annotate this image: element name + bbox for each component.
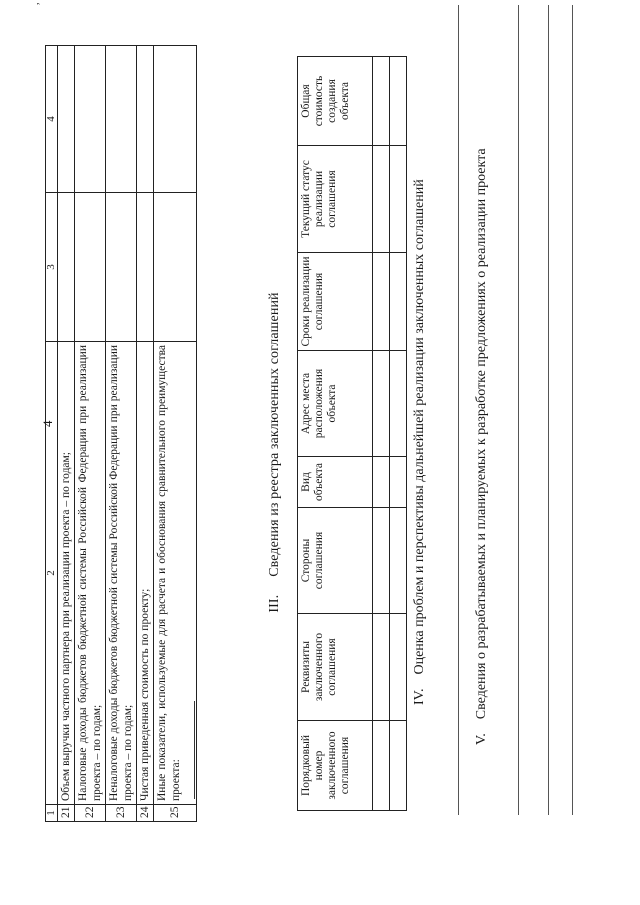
empty-cell [390, 508, 407, 614]
agreements-registry-table [297, 56, 407, 811]
row-text-cell [154, 342, 197, 805]
table-row [75, 46, 106, 822]
empty-cell [390, 721, 407, 811]
fill-line [548, 5, 549, 815]
empty-cell [373, 57, 390, 146]
empty-cell [154, 46, 197, 193]
row-number: 25 [154, 805, 197, 822]
empty-cell [373, 721, 390, 811]
empty-cell [373, 457, 390, 508]
row-text: Чистая приведенная стоимость по проекту; [137, 342, 154, 805]
empty-cell [390, 57, 407, 146]
empty-cell [58, 193, 75, 342]
empty-cell [373, 351, 390, 457]
col-header: 2 [46, 342, 58, 805]
empty-cell [373, 508, 390, 614]
row-number: 23 [106, 805, 137, 822]
section-3-title: Сведения из реестра заключенных соглашений [267, 292, 282, 577]
empty-cell [373, 253, 390, 351]
indicators-header-row [46, 46, 58, 822]
row-text: Иные показатели, используемые для расчета и обоснования сравнительного преимущества проекта: [156, 345, 182, 801]
table-row [106, 46, 137, 822]
col-header: 4 [46, 46, 58, 193]
row-number: 22 [75, 805, 106, 822]
empty-cell [390, 614, 407, 721]
empty-cell [390, 351, 407, 457]
section-4-heading [412, 179, 428, 705]
col-header: Вид объекта [298, 457, 373, 508]
section-3-heading [267, 0, 283, 905]
col-header: Стороны соглашения [298, 508, 373, 614]
row-text: Неналоговые доходы бюджетов бюджетной системы Российской Федерации при реализации проекта – по годам; [106, 342, 137, 805]
section-5-heading [474, 148, 490, 745]
empty-cell [390, 146, 407, 253]
table-row [390, 57, 407, 811]
table-row [373, 57, 390, 811]
empty-cell [106, 193, 137, 342]
table-row [154, 46, 197, 822]
row-text: Налоговые доходы бюджетов бюджетной системы Российской Федерации при реализации проекта – по годам; [75, 342, 106, 805]
row-number: 24 [137, 805, 154, 822]
indicators-table [45, 45, 197, 822]
registry-header-row [298, 57, 373, 811]
corner-mark: , [30, 2, 41, 5]
empty-cell [373, 614, 390, 721]
empty-cell [390, 457, 407, 508]
col-header: Текущий статус реализации соглашения [298, 146, 373, 253]
empty-cell [75, 46, 106, 193]
col-header: Адрес места расположения объекта [298, 351, 373, 457]
col-header: Порядковый номер заключенного соглашения [298, 721, 373, 811]
section-3-number: III. [267, 594, 282, 613]
empty-cell [58, 46, 75, 193]
row-number: 21 [58, 805, 75, 822]
section-5-title: Сведения о разрабатываемых и планируемых к разработке предложениях о реализации проекта [474, 148, 489, 720]
fill-line [458, 5, 459, 815]
col-header: 1 [46, 805, 58, 822]
col-header: Реквизиты заключенного соглашения [298, 614, 373, 721]
col-header: Общая стоимость создания объекта [298, 57, 373, 146]
fill-line [572, 5, 573, 815]
empty-cell [75, 193, 106, 342]
fill-line [194, 701, 195, 799]
section-5-number: V. [474, 733, 489, 745]
section-4-title: Оценка проблем и перспективы дальнейшей реализации заключенных соглашений [412, 179, 427, 675]
section-4-number: IV. [412, 688, 427, 705]
fill-line [518, 5, 519, 815]
col-header: 3 [46, 193, 58, 342]
empty-cell [137, 193, 154, 342]
row-text: Объем выручки частного партнера при реализации проекта – по годам; [58, 342, 75, 805]
col-header: Сроки реализации соглашения [298, 253, 373, 351]
empty-cell [154, 193, 197, 342]
empty-cell [373, 146, 390, 253]
empty-cell [137, 46, 154, 193]
empty-cell [390, 253, 407, 351]
page-number: 4 [40, 420, 55, 427]
empty-cell [106, 46, 137, 193]
table-row [58, 46, 75, 822]
table-row [137, 46, 154, 822]
